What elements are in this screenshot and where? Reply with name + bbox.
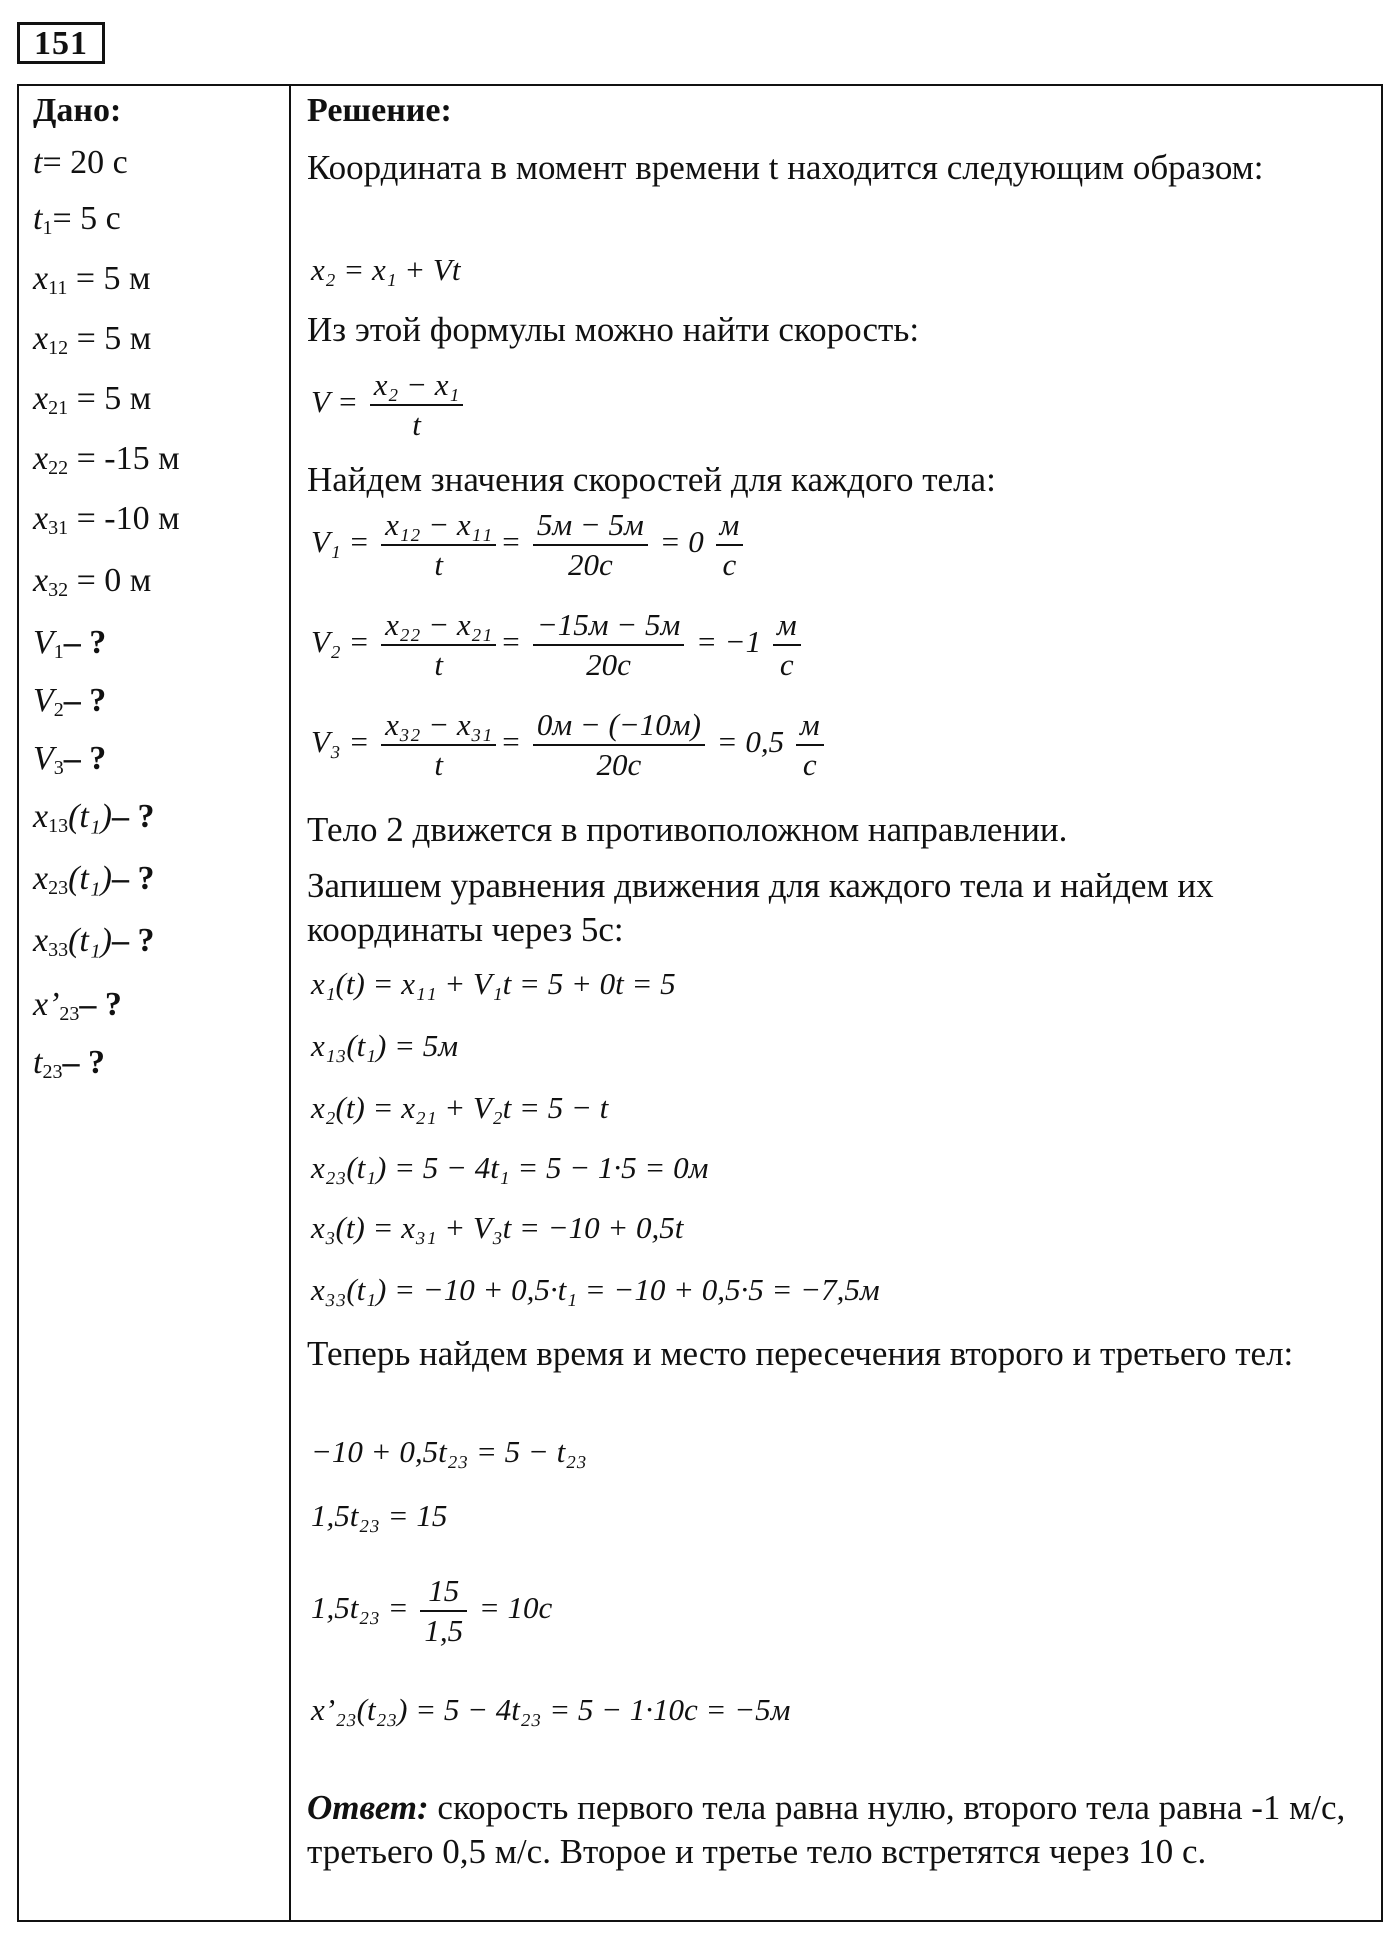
formula-coordinate: x₂ = x₁ + Vt (311, 252, 461, 287)
paragraph-1: Координата в момент времени t находится следующим образом: (307, 148, 1264, 187)
problem-number: 151 (17, 22, 105, 64)
paragraph-4: Тело 2 движется в противоположном направлении. (307, 810, 1068, 849)
given-unknown: $x_{23}(t_1)-$ ? (33, 860, 155, 899)
given-unknown: $x_{13}(t_1)-$ ? (33, 798, 155, 837)
paragraph-5: Запишем уравнения движения для каждого тела и найдем их координаты через 5с: (307, 866, 1214, 949)
given-line: $t_1= 5$ с (33, 200, 121, 239)
given-unknown: $x’_{23}-$ ? (33, 986, 122, 1025)
given-line: $x_{11} = 5$ м (33, 260, 151, 299)
solution-table (17, 84, 1383, 1922)
formula-motion-1: x₁(t) = x₁₁ + V₁t = 5 + 0t = 5 (311, 966, 676, 1001)
answer-text: скорость первого тела равна нулю, второго тела равна -1 м/с, третьего 0,5 м/с. Второе и третье тело встретятся через 10 с. (307, 1788, 1346, 1871)
given-line: $x_{21} = 5$ м (33, 380, 152, 419)
given-unknown: $x_{33}(t_1)-$ ? (33, 922, 155, 961)
paragraph-2: Из этой формулы можно найти скорость: (307, 310, 920, 349)
formula-motion-3: x₂(t) = x₂₁ + V₂t = 5 − t (311, 1090, 609, 1125)
formula-motion-4: x₂₃(t₁) = 5 − 4t₁ = 5 − 1·5 = 0м (311, 1150, 709, 1185)
formula-intersection-1: −10 + 0,5t₂₃ = 5 − t₂₃ (311, 1434, 587, 1469)
formula-velocity: V = $\frac{\text{x₂ − x₁}}{t}$ (311, 366, 467, 444)
formula-v1: V₁ = $\frac{\text{x₁₂ − x₁₁}}{t}$ = $\frac{5м - 5м}{20с}$ = 0 $\frac{м}{с}$ (311, 506, 747, 584)
answer-label: Ответ: (307, 1788, 429, 1827)
given-unknown: $V_1-$ ? (33, 624, 107, 663)
given-unknown: $t_{23}-$ ? (33, 1044, 105, 1083)
paragraph-6: Теперь найдем время и место пересечения второго и третьего тел: (307, 1334, 1294, 1373)
given-unknown: $V_3-$ ? (33, 740, 107, 779)
given-line: t= 20 с (33, 144, 128, 181)
solution-title: Решение: (307, 92, 452, 129)
formula-v3: V₃ = $\frac{\text{x₃₂ − x₃₁}}{t}$ = $\frac{0м - (-10м)}{20с}$ = 0,5 $\frac{м}{с}$ (311, 706, 828, 784)
given-line: $x_{32} = 0$ м (33, 562, 152, 601)
given-title: Дано: (33, 92, 122, 129)
paragraph-3: Найдем значения скоростей для каждого тела: (307, 460, 996, 499)
formula-motion-5: x₃(t) = x₃₁ + V₃t = −10 + 0,5t (311, 1210, 684, 1245)
given-line: $x_{22} = -15$ м (33, 440, 180, 479)
answer-paragraph (307, 1786, 1367, 1874)
formula-v2: V₂ = $\frac{\text{x₂₂ − x₂₁}}{t}$ = $\frac{-15м - 5м}{20с}$ = −1 $\frac{м}{с}$ (311, 606, 805, 684)
given-line: $x_{31} = -10$ м (33, 500, 180, 539)
formula-motion-6: x₃₃(t₁) = −10 + 0,5·t₁ = −10 + 0,5·5 = −7,5м (311, 1272, 880, 1307)
given-unknown: $V_2-$ ? (33, 682, 107, 721)
given-line: $x_{12} = 5$ м (33, 320, 152, 359)
formula-intersection-2: 1,5t₂₃ = 15 (311, 1498, 448, 1533)
formula-motion-2: x₁₃(t₁) = 5м (311, 1028, 459, 1063)
formula-t23: 1,5t₂₃ = $\frac{15}{1,5}$ = 10с (311, 1573, 553, 1648)
column-divider (289, 86, 291, 1920)
formula-x23-final: x’₂₃(t₂₃) = 5 − 4t₂₃ = 5 − 1·10с = −5м (311, 1692, 791, 1727)
